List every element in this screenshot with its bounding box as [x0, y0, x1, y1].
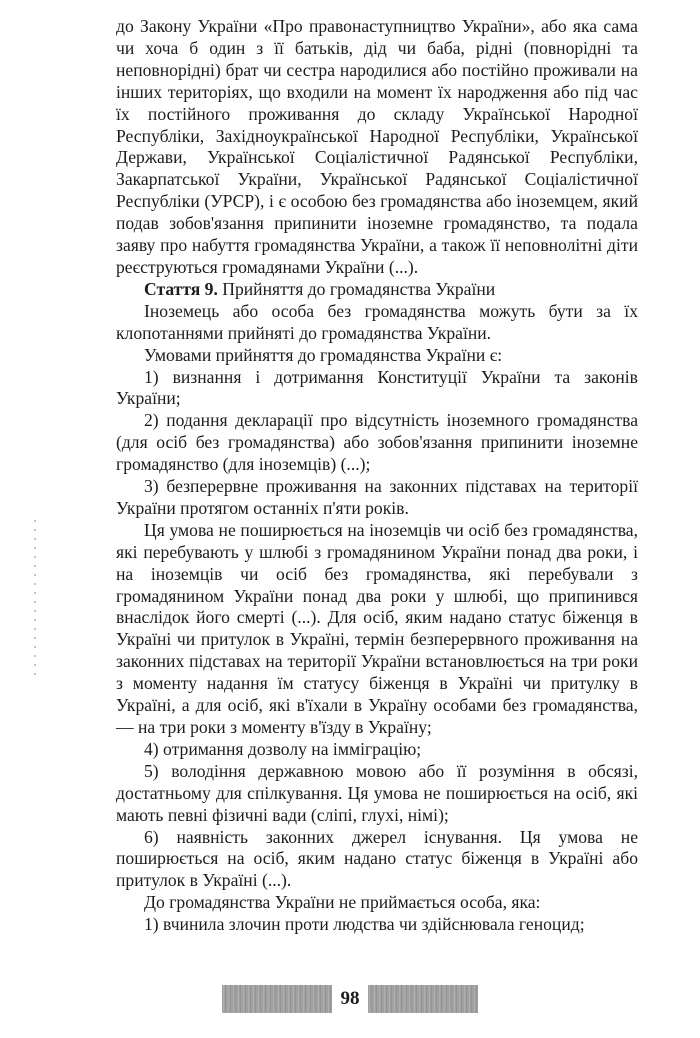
intro-paragraph: до Закону України «Про правонаступництво України», або яка сама чи хоча б один з її батьків, дід чи баба, рідні (повнорідні та неповнорідні) брат чи сестра народилися або постійно проживали на інших територіях, що входили на момент їх народження або під час їх постійного проживання до складу Української Народної Республіки, Західноукраїнської Народної Республіки, Української Держави, Української Соціалістичної Радянської Республіки, Закарпатської України, Української Радянської Соціалістичної Республіки (УРСР), і є особою без громадянства або іноземцем, який подав зобов'язання припинити іноземне громадянство, та подала заяву про набуття громадянства України, а також її неповнолітні діти реєструються громадянами України (...). — [116, 16, 638, 277]
footer-decor-right — [368, 985, 478, 1013]
paragraph-conditions-intro: Умовами прийняття до громадянства України є: — [144, 344, 503, 365]
paragraph-admission: Іноземець або особа без громадянства можуть бути за їх клопотаннями прийняті до громадянства України. — [116, 300, 638, 343]
footer-decor-left — [222, 985, 332, 1013]
article-heading-label: Стаття 9. — [144, 278, 218, 299]
exclusion-1: 1) вчинила злочин проти людства чи здійснювала геноцид; — [144, 914, 585, 935]
condition-3: 3) безперервне проживання на законних підставах на території України протягом останніх п'яти років. — [116, 476, 638, 518]
paragraph-residence-exception: Ця умова не поширюється на іноземців чи осіб без громадянства, які перебувають у шлюбі з громадянином України понад два роки, і на іноземців чи осіб без громадянства, які перебували з громадянином України понад два роки у шлюбі, що припинився внаслідок його смерті (...). Для осіб, яким надано статус біженця в Україні чи притулок в Україні, термін безперервного проживання на законних підставах на території України встановлюється на три роки з моменту надання їм статусу біженця в Україні чи притулку в Україні, а для осіб, які в'їхали в Україну особами без громадянства, — на три роки з моменту в'їзду в Україну; — [116, 519, 638, 737]
condition-4: 4) отримання дозволу на імміграцію; — [144, 738, 422, 759]
condition-2: 2) подання декларації про відсутність іноземного громадянства (для осіб без громадянства) або зобов'язання припинити іноземне громадянство (для іноземців) (...); — [116, 410, 638, 475]
condition-5: 5) володіння державною мовою або її розуміння в обсязі, достатньому для спілкування. Ця умова не поширюється на осіб, які мають певні фізичні вади (сліпі, глухі, німі); — [116, 760, 638, 825]
condition-1: 1) визнання і дотримання Конституції України та законів України; — [116, 366, 638, 409]
article-heading-title: Прийняття до громадянства України — [217, 278, 496, 299]
scan-binding-mark — [34, 520, 36, 680]
page-footer — [0, 985, 700, 1015]
condition-6: 6) наявність законних джерел існування. Ця умова не поширюється на осіб, яким надано статус біженця в Україні або притулок в Україні (...). — [116, 826, 638, 891]
article-text — [116, 16, 638, 936]
paragraph-exclusions-intro: До громадянства України не приймається особа, яка: — [144, 892, 541, 913]
article-heading — [116, 279, 638, 301]
page-number: 98 — [340, 988, 360, 1009]
